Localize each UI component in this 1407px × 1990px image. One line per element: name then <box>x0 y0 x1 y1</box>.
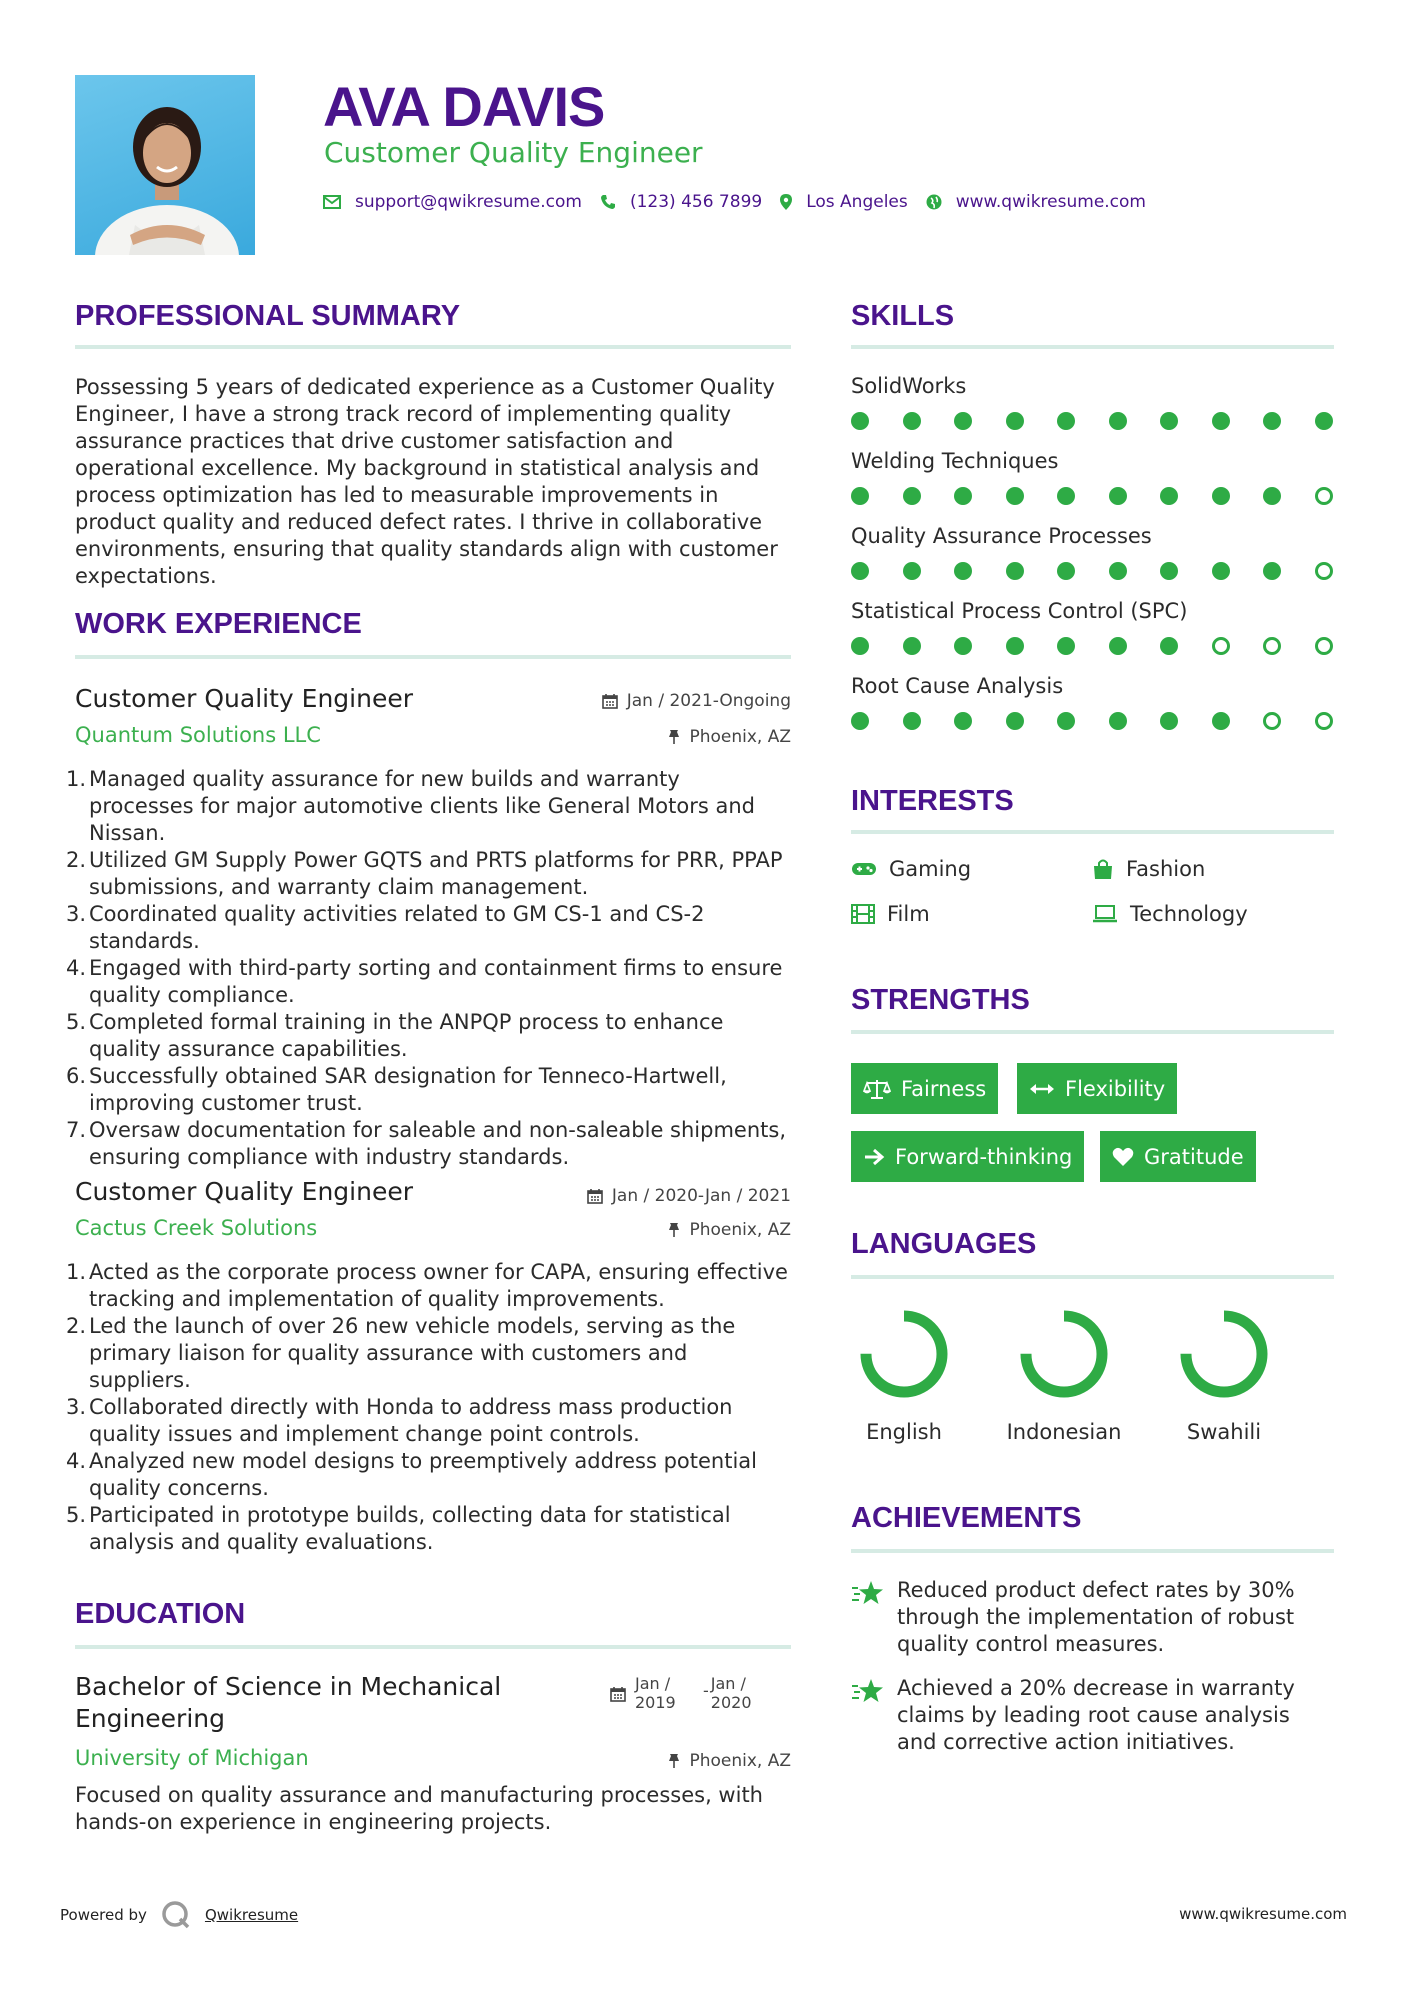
job-location-text: Phoenix, AZ <box>689 727 791 747</box>
list-number: 5. <box>66 1503 87 1527</box>
list-number: 6. <box>66 1064 87 1088</box>
skill-dot-filled <box>1006 712 1024 730</box>
pushpin-icon <box>668 729 680 745</box>
skill-label: Root Cause Analysis <box>851 674 1064 698</box>
skill-dot-filled <box>903 712 921 730</box>
skill-dot-filled <box>954 487 972 505</box>
language-ring <box>1018 1308 1110 1400</box>
skill-dot-empty <box>1315 487 1333 505</box>
interest-label: Gaming <box>889 857 972 881</box>
skill-dot-filled <box>1160 412 1178 430</box>
gamepad-icon <box>851 861 877 877</box>
location-text: Los Angeles <box>806 192 908 212</box>
contact-bar <box>323 192 1164 212</box>
skill-dot-filled <box>1263 487 1281 505</box>
skill-dot-filled <box>851 637 869 655</box>
candidate-role: Customer Quality Engineer <box>324 136 703 169</box>
skill-label: SolidWorks <box>851 374 967 398</box>
list-item <box>66 901 791 955</box>
skill-dot-filled <box>851 562 869 580</box>
education-divider <box>75 1645 791 1649</box>
strength-label: Gratitude <box>1144 1144 1244 1169</box>
list-item <box>66 955 791 1009</box>
skill-dot-filled <box>1263 562 1281 580</box>
experience-heading: WORK EXPERIENCE <box>75 608 362 640</box>
skill-dot-filled <box>903 412 921 430</box>
skill-dot-filled <box>851 412 869 430</box>
education-separator: - <box>703 1681 709 1700</box>
skills-heading: SKILLS <box>851 300 955 332</box>
contact-phone[interactable] <box>600 192 762 212</box>
education-heading: EDUCATION <box>75 1598 246 1630</box>
job-bullets <box>66 1259 791 1556</box>
skill-dot-empty <box>1315 562 1333 580</box>
skill-dot-filled <box>1212 487 1230 505</box>
language-ring <box>858 1308 950 1400</box>
interest-label: Film <box>887 902 930 926</box>
skill-dot-filled <box>1057 412 1075 430</box>
list-item <box>66 766 791 847</box>
contact-location <box>780 192 908 212</box>
education-description: Focused on quality assurance and manufacturing processes, with hands-on experience in engineering projects. <box>75 1783 763 1834</box>
skill-dot-filled <box>954 637 972 655</box>
contact-website[interactable] <box>926 192 1146 212</box>
list-item <box>66 1117 791 1171</box>
summary-divider <box>75 345 791 349</box>
summary-text: Possessing 5 years of dedicated experience as a Customer Quality Engineer, I have a strong track record of implementing quality assurance practices that drive customer satisfaction and operational excellence. My background in statistical analysis and process optimization has led to measurable improvements in product quality and reduced defect rates. I thrive in collaborative environments, ensuring that quality standards align with customer expectations. <box>75 375 778 588</box>
languages-divider <box>851 1275 1334 1279</box>
company-name: Cactus Creek Solutions <box>75 1216 318 1240</box>
phone-text: (123) 456 7899 <box>629 192 763 212</box>
footer-powered-by <box>60 1900 298 1930</box>
email-icon <box>323 195 341 209</box>
skill-dot-filled <box>1006 637 1024 655</box>
job-location <box>668 1220 791 1240</box>
job-dates <box>587 1186 791 1206</box>
list-number: 4. <box>66 1449 87 1473</box>
powered-by-text: Powered by <box>60 1906 147 1924</box>
list-text: Successfully obtained SAR designation for Tenneco-Hartwell, improving customer trust. <box>89 1064 727 1115</box>
pushpin-icon <box>668 1753 680 1769</box>
skill-dot-filled <box>1212 412 1230 430</box>
company-name: Quantum Solutions LLC <box>75 723 321 747</box>
skill-dot-filled <box>1006 562 1024 580</box>
achievements-divider <box>851 1549 1334 1553</box>
language-ring-arc <box>1026 1316 1102 1392</box>
skill-dot-filled <box>1160 712 1178 730</box>
skill-dot-empty <box>1315 637 1333 655</box>
skill-dot-filled <box>1109 637 1127 655</box>
pushpin-icon <box>668 1222 680 1238</box>
summary-heading: PROFESSIONAL SUMMARY <box>75 300 461 332</box>
skill-dot-filled <box>1212 712 1230 730</box>
website-text: www.qwikresume.com <box>955 192 1146 212</box>
education-dates <box>610 1674 766 1712</box>
skill-dot-filled <box>851 712 869 730</box>
skill-dot-filled <box>903 637 921 655</box>
skill-dot-filled <box>851 487 869 505</box>
list-item <box>66 847 791 901</box>
language-label: Indonesian <box>1006 1420 1122 1444</box>
star-icon <box>851 1579 885 1607</box>
list-text: Collaborated directly with Honda to address mass production quality issues and implement change point controls. <box>89 1395 733 1446</box>
job-dates-text: Jan / 2021-Ongoing <box>626 691 791 711</box>
list-number: 1. <box>66 767 87 791</box>
skill-dot-filled <box>903 562 921 580</box>
interests-divider <box>851 830 1334 834</box>
language-label: Swahili <box>1186 1420 1262 1444</box>
email-text: support@qwikresume.com <box>355 192 582 212</box>
list-text: Oversaw documentation for saleable and non-saleable shipments, ensuring compliance with industry standards. <box>89 1118 787 1169</box>
education-location-text: Phoenix, AZ <box>689 1751 791 1771</box>
shopping-bag-icon <box>1092 858 1114 880</box>
list-number: 7. <box>66 1118 87 1142</box>
achievement-item <box>851 1675 1334 1756</box>
list-text: Coordinated quality activities related to GM CS-1 and CS-2 standards. <box>89 902 705 953</box>
skills-divider <box>851 345 1334 349</box>
list-number: 2. <box>66 848 87 872</box>
list-item <box>66 1502 791 1556</box>
list-number: 5. <box>66 1010 87 1034</box>
skill-label: Quality Assurance Processes <box>851 524 1152 548</box>
skill-dot-filled <box>1315 412 1333 430</box>
qwikresume-logo-icon <box>161 1900 191 1930</box>
skill-dot-empty <box>1212 637 1230 655</box>
heart-icon <box>1112 1147 1134 1167</box>
list-item <box>66 1009 791 1063</box>
education-start: Jan / 2019 <box>635 1674 676 1712</box>
strengths-divider <box>851 1030 1334 1034</box>
strength-label: Forward-thinking <box>895 1144 1073 1169</box>
job-title: Customer Quality Engineer <box>75 684 414 713</box>
list-number: 3. <box>66 902 87 926</box>
skill-dot-filled <box>1109 487 1127 505</box>
language-label: English <box>866 1420 942 1444</box>
languages-heading: LANGUAGES <box>851 1228 1037 1260</box>
calendar-icon <box>587 1188 603 1204</box>
candidate-name: AVA DAVIS <box>323 75 605 138</box>
skill-dot-filled <box>1109 712 1127 730</box>
school-name: University of Michigan <box>75 1746 309 1770</box>
interests-heading: INTERESTS <box>851 785 1014 817</box>
phone-icon <box>600 194 616 210</box>
interest-film <box>851 902 930 926</box>
job-bullets <box>66 766 791 1171</box>
skill-dot-filled <box>1109 562 1127 580</box>
profile-photo <box>75 75 255 255</box>
skill-dot-filled <box>903 487 921 505</box>
list-text: Participated in prototype builds, collecting data for statistical analysis and quality evaluations. <box>89 1503 731 1554</box>
skill-dot-empty <box>1263 637 1281 655</box>
contact-email[interactable] <box>323 192 582 212</box>
language-ring <box>1178 1308 1270 1400</box>
strength-label: Fairness <box>901 1076 987 1101</box>
skill-dot-filled <box>1057 712 1075 730</box>
arrow-right-icon <box>863 1148 885 1166</box>
language-ring-arc <box>866 1316 942 1392</box>
list-text: Completed formal training in the ANPQP process to enhance quality assurance capabilities. <box>89 1010 724 1061</box>
skill-dot-filled <box>1160 562 1178 580</box>
job-dates <box>602 691 791 711</box>
strength-badge-fairness <box>851 1063 998 1114</box>
list-number: 2. <box>66 1314 87 1338</box>
strength-badge-flexibility <box>1017 1063 1177 1114</box>
arrows-horizontal-icon <box>1029 1082 1055 1096</box>
job-location <box>668 727 791 747</box>
achievement-text: Reduced product defect rates by 30% through the implementation of robust quality control measures. <box>897 1578 1295 1656</box>
experience-divider <box>75 655 791 659</box>
list-number: 1. <box>66 1260 87 1284</box>
skill-dot-filled <box>1057 637 1075 655</box>
list-text: Engaged with third-party sorting and containment firms to ensure quality compliance. <box>89 956 783 1007</box>
achievement-item <box>851 1577 1334 1658</box>
interest-technology <box>1092 902 1248 926</box>
education-location <box>668 1751 791 1771</box>
achievement-text: Achieved a 20% decrease in warranty claims by leading root cause analysis and corrective action initiatives. <box>897 1676 1295 1754</box>
list-number: 4. <box>66 956 87 980</box>
skill-dot-filled <box>954 562 972 580</box>
language-ring-arc <box>1186 1316 1262 1392</box>
education-end: Jan / 2020 <box>710 1674 752 1712</box>
list-text: Managed quality assurance for new builds and warranty processes for major automotive clients like General Motors and Nissan. <box>89 767 755 845</box>
skill-dot-filled <box>954 412 972 430</box>
balance-scale-icon <box>863 1078 891 1100</box>
skill-dot-filled <box>1006 412 1024 430</box>
skill-dot-filled <box>1160 637 1178 655</box>
skill-label: Statistical Process Control (SPC) <box>851 599 1188 623</box>
list-text: Led the launch of over 26 new vehicle models, serving as the primary liaison for quality assurance with customers and suppliers. <box>89 1314 736 1392</box>
skill-dot-filled <box>1160 487 1178 505</box>
skill-dot-filled <box>1006 487 1024 505</box>
degree-title: Bachelor of Science in Mechanical Engineering <box>75 1672 502 1733</box>
map-pin-icon <box>780 194 792 210</box>
calendar-icon <box>610 1686 626 1702</box>
footer-site[interactable]: www.qwikresume.com <box>1179 1905 1347 1923</box>
job-dates-text: Jan / 2020-Jan / 2021 <box>611 1186 791 1206</box>
strengths-heading: STRENGTHS <box>851 984 1030 1016</box>
job-location-text: Phoenix, AZ <box>689 1220 791 1240</box>
brand-link[interactable]: Qwikresume <box>204 1906 299 1924</box>
list-item <box>66 1259 791 1313</box>
strength-badge-forward-thinking <box>851 1131 1084 1182</box>
star-icon <box>851 1677 885 1705</box>
skill-dot-empty <box>1315 712 1333 730</box>
laptop-icon <box>1092 905 1118 923</box>
globe-icon <box>926 194 942 210</box>
job-title: Customer Quality Engineer <box>75 1177 414 1206</box>
skill-dot-filled <box>1109 412 1127 430</box>
achievements-heading: ACHIEVEMENTS <box>851 1502 1082 1534</box>
strength-badge-gratitude <box>1100 1131 1256 1182</box>
list-text: Acted as the corporate process owner for CAPA, ensuring effective tracking and implementation of quality improvements. <box>89 1260 788 1311</box>
list-text: Utilized GM Supply Power GQTS and PRTS platforms for PRR, PPAP submissions, and warranty claim management. <box>89 848 783 899</box>
film-icon <box>851 904 875 924</box>
interest-label: Fashion <box>1126 857 1206 881</box>
calendar-icon <box>602 693 618 709</box>
list-text: Analyzed new model designs to preemptively address potential quality concerns. <box>89 1449 758 1500</box>
skill-dot-filled <box>1057 562 1075 580</box>
skill-dot-filled <box>1057 487 1075 505</box>
skill-dot-empty <box>1263 712 1281 730</box>
skill-dot-filled <box>954 712 972 730</box>
interest-gaming <box>851 857 971 881</box>
list-item <box>66 1313 791 1394</box>
interest-fashion <box>1092 857 1205 881</box>
strength-label: Flexibility <box>1065 1076 1166 1101</box>
list-item <box>66 1063 791 1117</box>
interest-label: Technology <box>1130 902 1248 926</box>
skill-label: Welding Techniques <box>851 449 1059 473</box>
skill-dot-filled <box>1212 562 1230 580</box>
skill-dot-filled <box>1263 412 1281 430</box>
list-item <box>66 1394 791 1448</box>
list-number: 3. <box>66 1395 87 1419</box>
list-item <box>66 1448 791 1502</box>
